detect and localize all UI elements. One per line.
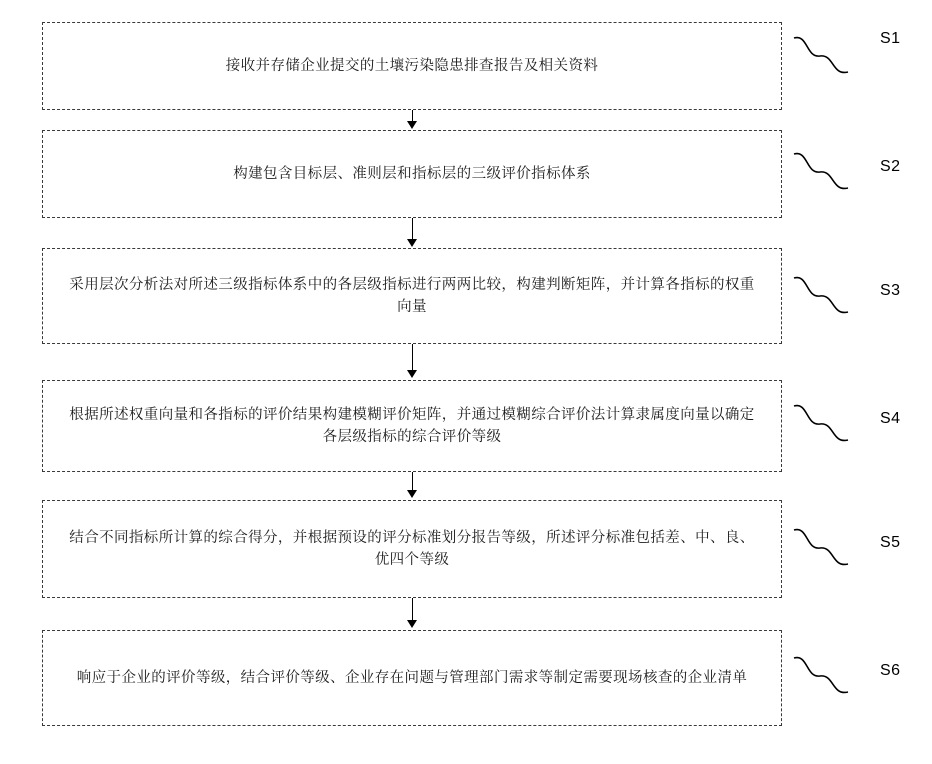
step-label-s5: S5 <box>880 534 901 551</box>
squiggle-connector-s3 <box>790 272 852 318</box>
squiggle-connector-s1 <box>790 32 852 78</box>
connector-s2-s3 <box>412 218 413 240</box>
step-text-s4: 根据所述权重向量和各指标的评价结果构建模糊评价矩阵，并通过模糊综合评价法计算隶属度向量以确定各层级指标的综合评价等级 <box>69 406 755 445</box>
step-text-s3: 采用层次分析法对所述三级指标体系中的各层级指标进行两两比较，构建判断矩阵，并计算各指标的权重向量 <box>69 276 755 315</box>
connector-s3-s4 <box>412 344 413 370</box>
arrow-head-s6 <box>407 620 417 628</box>
arrow-head-s3 <box>407 239 417 247</box>
step-text-s1: 接收并存储企业提交的土壤污染隐患排查报告及相关资料 <box>225 57 599 74</box>
step-text-s5: 结合不同指标所计算的综合得分，并根据预设的评分标准划分报告等级，所述评分标准包括差、中、良、优四个等级 <box>69 529 755 568</box>
squiggle-connector-s5 <box>790 524 852 570</box>
squiggle-connector-s2 <box>790 148 852 194</box>
step-box-s6 <box>42 630 782 726</box>
step-label-s1: S1 <box>880 30 901 47</box>
step-label-s6: S6 <box>880 662 901 679</box>
arrow-head-s5 <box>407 490 417 498</box>
step-text-s6: 响应于企业的评价等级，结合评价等级、企业存在问题与管理部门需求等制定需要现场核查的企业清单 <box>76 669 748 686</box>
step-box-s2 <box>42 130 782 218</box>
squiggle-connector-s4 <box>790 400 852 446</box>
arrow-head-s4 <box>407 370 417 378</box>
step-box-s3 <box>42 248 782 344</box>
arrow-head-s2 <box>407 121 417 129</box>
step-label-s2: S2 <box>880 158 901 175</box>
step-text-s2: 构建包含目标层、准则层和指标层的三级评价指标体系 <box>233 165 591 182</box>
step-label-s3: S3 <box>880 282 901 299</box>
squiggle-connector-s6 <box>790 652 852 698</box>
step-box-s4 <box>42 380 782 472</box>
step-box-s1 <box>42 22 782 110</box>
connector-s5-s6 <box>412 598 413 620</box>
connector-s4-s5 <box>412 472 413 490</box>
step-label-s4: S4 <box>880 410 901 427</box>
step-box-s5 <box>42 500 782 598</box>
